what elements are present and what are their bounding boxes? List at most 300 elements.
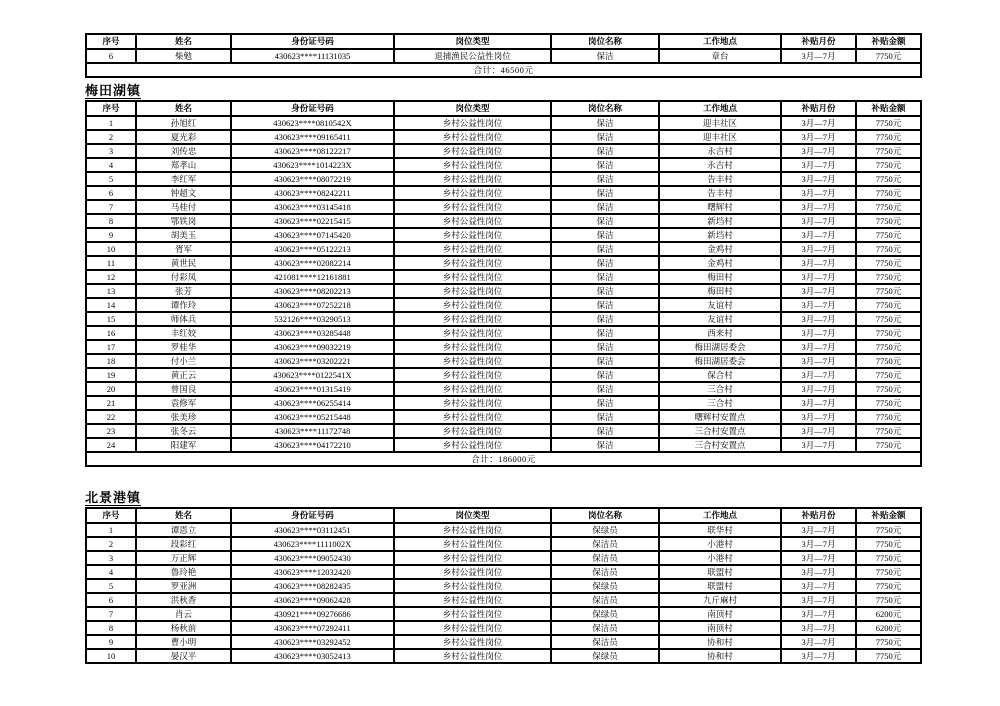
table-cell: 3月—7月	[781, 228, 856, 242]
table-cell: 保洁	[551, 298, 659, 312]
table-row	[86, 242, 921, 256]
table-cell: 3月—7月	[781, 579, 856, 593]
table-cell: 430623****09032219	[231, 340, 394, 354]
column-header: 身份证号码	[231, 508, 394, 523]
table-cell: 师体兵	[136, 312, 231, 326]
column-header: 补贴月份	[781, 34, 856, 49]
table-cell: 7750元	[856, 565, 921, 579]
table-cell: 乡村公益性岗位	[394, 284, 551, 298]
column-header: 岗位名称	[551, 508, 659, 523]
table-section-meitianhu	[85, 82, 1000, 467]
table-cell: 友谊村	[659, 312, 781, 326]
table-row	[86, 523, 921, 537]
table-cell: 保洁	[551, 312, 659, 326]
table-row	[86, 635, 921, 649]
table-cell: 保合村	[659, 368, 781, 382]
table-row	[86, 270, 921, 284]
column-header: 身份证号码	[231, 34, 394, 49]
header-row	[86, 508, 921, 523]
column-header: 补贴月份	[781, 101, 856, 116]
table-cell: 西来村	[659, 326, 781, 340]
table-cell: 7	[86, 607, 136, 621]
table-row	[86, 649, 921, 663]
table-cell: 丰红姣	[136, 326, 231, 340]
table-cell: 7750元	[856, 326, 921, 340]
table-cell: 三合村安置点	[659, 424, 781, 438]
column-header: 岗位类型	[394, 508, 551, 523]
table-cell: 曙辉村安置点	[659, 410, 781, 424]
table-cell: 430623****09062428	[231, 593, 394, 607]
table-cell: 7	[86, 200, 136, 214]
table-cell: 新垱村	[659, 228, 781, 242]
table-cell: 3月—7月	[781, 284, 856, 298]
table-cell: 10	[86, 649, 136, 663]
table-cell: 17	[86, 340, 136, 354]
table-cell: 430623****09165411	[231, 130, 394, 144]
table-cell: 2	[86, 537, 136, 551]
table-cell: 保洁	[551, 424, 659, 438]
table-cell: 430921****09276686	[231, 607, 394, 621]
table-cell: 万正辉	[136, 551, 231, 565]
table-cell: 3月—7月	[781, 424, 856, 438]
table-cell: 保洁员	[551, 565, 659, 579]
table-cell: 三合村	[659, 382, 781, 396]
table-row	[86, 200, 921, 214]
table-cell: 迎丰社区	[659, 130, 781, 144]
table-cell: 7750元	[856, 396, 921, 410]
table-row	[86, 565, 921, 579]
column-header: 岗位名称	[551, 101, 659, 116]
table-cell: 430623****11131035	[231, 49, 394, 63]
table-cell: 杨秋前	[136, 621, 231, 635]
table-cell: 乡村公益性岗位	[394, 424, 551, 438]
table-cell: 乡村公益性岗位	[394, 158, 551, 172]
table-cell: 7750元	[856, 186, 921, 200]
table-cell: 永吉村	[659, 158, 781, 172]
table-cell: 7750元	[856, 354, 921, 368]
table-cell: 4	[86, 158, 136, 172]
table-row	[86, 621, 921, 635]
column-header: 序号	[86, 34, 136, 49]
table-cell: 保洁	[551, 186, 659, 200]
table-cell: 罗亚洲	[136, 579, 231, 593]
table-cell: 小港村	[659, 537, 781, 551]
table-cell: 保洁员	[551, 537, 659, 551]
table-cell: 12	[86, 270, 136, 284]
table-cell: 孙旭红	[136, 116, 231, 130]
table-cell: 3月—7月	[781, 607, 856, 621]
table-cell: 梅田村	[659, 284, 781, 298]
table-cell: 3月—7月	[781, 298, 856, 312]
table-cell: 7750元	[856, 551, 921, 565]
table-cell: 乡村公益性岗位	[394, 214, 551, 228]
table-cell: 乡村公益性岗位	[394, 537, 551, 551]
table-cell: 7750元	[856, 270, 921, 284]
table-cell: 3月—7月	[781, 537, 856, 551]
table-cell: 6200元	[856, 621, 921, 635]
column-header: 序号	[86, 508, 136, 523]
subsidy-table	[85, 33, 922, 78]
table-cell: 曾国良	[136, 382, 231, 396]
table-cell: 1	[86, 523, 136, 537]
table-cell: 南顶村	[659, 607, 781, 621]
table-cell: 3	[86, 551, 136, 565]
table-cell: 430623****03202221	[231, 354, 394, 368]
table-cell: 金鸡村	[659, 256, 781, 270]
table-cell: 430623****08282435	[231, 579, 394, 593]
table-cell: 黄正云	[136, 368, 231, 382]
table-cell: 430623****08202213	[231, 284, 394, 298]
table-cell: 430623****04172210	[231, 438, 394, 452]
table-cell: 430623****03112451	[231, 523, 394, 537]
subsidy-table	[85, 100, 922, 467]
table-cell: 乡村公益性岗位	[394, 523, 551, 537]
column-header: 岗位名称	[551, 34, 659, 49]
table-cell: 3月—7月	[781, 116, 856, 130]
table-cell: 肖云	[136, 607, 231, 621]
table-cell: 保洁	[551, 256, 659, 270]
table-cell: 3月—7月	[781, 635, 856, 649]
table-row	[86, 214, 921, 228]
table-cell: 430623****05122213	[231, 242, 394, 256]
table-cell: 柴勉	[136, 49, 231, 63]
table-cell: 联华村	[659, 523, 781, 537]
table-cell: 9	[86, 635, 136, 649]
table-cell: 保洁	[551, 410, 659, 424]
table-cell: 3月—7月	[781, 130, 856, 144]
table-cell: 曹小明	[136, 635, 231, 649]
table-cell: 3	[86, 144, 136, 158]
table-cell: 胡美玉	[136, 228, 231, 242]
table-cell: 保洁	[551, 172, 659, 186]
table-cell: 保洁	[551, 368, 659, 382]
table-cell: 乡村公益性岗位	[394, 116, 551, 130]
table-cell: 3月—7月	[781, 410, 856, 424]
table-cell: 协和村	[659, 635, 781, 649]
table-cell: 16	[86, 326, 136, 340]
table-cell: 郑孝山	[136, 158, 231, 172]
table-cell: 付彩凤	[136, 270, 231, 284]
table-cell: 3月—7月	[781, 565, 856, 579]
table-cell: 3月—7月	[781, 621, 856, 635]
table-cell: 7750元	[856, 200, 921, 214]
table-cell: 乡村公益性岗位	[394, 382, 551, 396]
table-cell: 3月—7月	[781, 214, 856, 228]
table-cell: 保绿员	[551, 607, 659, 621]
table-cell: 乡村公益性岗位	[394, 340, 551, 354]
column-header: 序号	[86, 101, 136, 116]
table-section-beijinggang	[85, 489, 1000, 664]
table-row	[86, 186, 921, 200]
table-row	[86, 340, 921, 354]
table-cell: 乡村公益性岗位	[394, 565, 551, 579]
table-cell: 7750元	[856, 410, 921, 424]
table-cell: 430623****08122217	[231, 144, 394, 158]
table-cell: 3月—7月	[781, 396, 856, 410]
table-cell: 7750元	[856, 116, 921, 130]
table-cell: 7750元	[856, 130, 921, 144]
column-header: 姓名	[136, 508, 231, 523]
table-cell: 3月—7月	[781, 368, 856, 382]
table-cell: 7750元	[856, 593, 921, 607]
table-cell: 保洁	[551, 382, 659, 396]
section-total: 合计：46500元	[86, 63, 921, 77]
table-row	[86, 298, 921, 312]
table-cell: 3月—7月	[781, 172, 856, 186]
table-cell: 保洁	[551, 284, 659, 298]
table-cell: 3月—7月	[781, 649, 856, 663]
table-cell: 15	[86, 312, 136, 326]
table-row	[86, 537, 921, 551]
table-cell: 联盟村	[659, 579, 781, 593]
section-total: 合计：186000元	[86, 452, 921, 466]
table-cell: 金鸡村	[659, 242, 781, 256]
table-cell: 协和村	[659, 649, 781, 663]
table-cell: 6	[86, 593, 136, 607]
table-cell: 430623****06255414	[231, 396, 394, 410]
table-cell: 曙辉村	[659, 200, 781, 214]
table-cell: 9	[86, 228, 136, 242]
table-cell: 保洁	[551, 200, 659, 214]
table-cell: 保绿员	[551, 523, 659, 537]
table-cell: 5	[86, 579, 136, 593]
table-cell: 7750元	[856, 537, 921, 551]
table-cell: 告丰村	[659, 186, 781, 200]
header-row	[86, 34, 921, 49]
table-cell: 430623****03052413	[231, 649, 394, 663]
table-cell: 乡村公益性岗位	[394, 621, 551, 635]
table-cell: 3月—7月	[781, 256, 856, 270]
table-cell: 20	[86, 382, 136, 396]
table-cell: 7750元	[856, 523, 921, 537]
table-cell: 乡村公益性岗位	[394, 579, 551, 593]
table-cell: 新垱村	[659, 214, 781, 228]
table-cell: 7750元	[856, 284, 921, 298]
table-cell: 11	[86, 256, 136, 270]
table-cell: 3月—7月	[781, 200, 856, 214]
table-cell: 乡村公益性岗位	[394, 228, 551, 242]
table-cell: 鲁玲艳	[136, 565, 231, 579]
table-row	[86, 354, 921, 368]
table-cell: 7750元	[856, 298, 921, 312]
table-cell: 430623****01315419	[231, 382, 394, 396]
table-cell: 430623****07252218	[231, 298, 394, 312]
table-cell: 10	[86, 242, 136, 256]
table-cell: 梅田村	[659, 270, 781, 284]
table-cell: 430623****02215415	[231, 214, 394, 228]
table-cell: 7750元	[856, 579, 921, 593]
table-cell: 3月—7月	[781, 270, 856, 284]
table-cell: 7750元	[856, 228, 921, 242]
column-header: 补贴月份	[781, 508, 856, 523]
table-cell: 保洁	[551, 396, 659, 410]
total-row	[86, 452, 921, 466]
table-cell: 保洁	[551, 242, 659, 256]
table-cell: 乡村公益性岗位	[394, 354, 551, 368]
table-cell: 1	[86, 116, 136, 130]
table-cell: 3月—7月	[781, 382, 856, 396]
column-header: 补贴金额	[856, 508, 921, 523]
table-cell: 430623****08242211	[231, 186, 394, 200]
table-cell: 告丰村	[659, 172, 781, 186]
table-cell: 南顶村	[659, 621, 781, 635]
table-cell: 7750元	[856, 242, 921, 256]
table-row	[86, 424, 921, 438]
table-cell: 7750元	[856, 368, 921, 382]
table-cell: 430623****08072219	[231, 172, 394, 186]
table-cell: 3月—7月	[781, 593, 856, 607]
table-cell: 退捕渔民公益性岗位	[394, 49, 551, 63]
section-heading: 梅田湖镇	[85, 83, 142, 98]
table-cell: 7750元	[856, 49, 921, 63]
table-cell: 3月—7月	[781, 340, 856, 354]
table-cell: 8	[86, 621, 136, 635]
table-cell: 乡村公益性岗位	[394, 144, 551, 158]
subsidy-table	[85, 507, 922, 664]
table-cell: 袁修军	[136, 396, 231, 410]
table-cell: 7750元	[856, 438, 921, 452]
table-cell: 保洁	[551, 49, 659, 63]
table-cell: 430623****11172748	[231, 424, 394, 438]
table-cell: 保洁	[551, 438, 659, 452]
table-cell: 保洁	[551, 130, 659, 144]
table-cell: 乡村公益性岗位	[394, 607, 551, 621]
table-cell: 430623****02082214	[231, 256, 394, 270]
table-cell: 保洁	[551, 158, 659, 172]
table-cell: 2	[86, 130, 136, 144]
column-header: 补贴金额	[856, 34, 921, 49]
table-cell: 7750元	[856, 424, 921, 438]
table-cell: 永吉村	[659, 144, 781, 158]
table-cell: 乡村公益性岗位	[394, 410, 551, 424]
table-cell: 430623****1111002X	[231, 537, 394, 551]
table-cell: 张美珍	[136, 410, 231, 424]
table-cell: 保绿员	[551, 579, 659, 593]
table-row	[86, 49, 921, 63]
table-cell: 保洁	[551, 326, 659, 340]
table-row	[86, 256, 921, 270]
table-cell: 洪秋香	[136, 593, 231, 607]
table-cell: 乡村公益性岗位	[394, 312, 551, 326]
table-cell: 乡村公益性岗位	[394, 200, 551, 214]
table-cell: 3月—7月	[781, 312, 856, 326]
table-cell: 3月—7月	[781, 186, 856, 200]
table-cell: 胥军	[136, 242, 231, 256]
table-cell: 保洁	[551, 354, 659, 368]
table-cell: 532126****03290513	[231, 312, 394, 326]
table-section-continuation	[85, 33, 1000, 78]
table-row	[86, 116, 921, 130]
column-header: 姓名	[136, 34, 231, 49]
table-cell: 晏汉平	[136, 649, 231, 663]
table-cell: 430623****0122541X	[231, 368, 394, 382]
table-cell: 421081****12161881	[231, 270, 394, 284]
table-cell: 迎丰社区	[659, 116, 781, 130]
table-cell: 430623****09052430	[231, 551, 394, 565]
table-cell: 黄世民	[136, 256, 231, 270]
table-cell: 6	[86, 186, 136, 200]
table-cell: 马桂付	[136, 200, 231, 214]
table-cell: 430623****07292411	[231, 621, 394, 635]
table-cell: 430623****0810542X	[231, 116, 394, 130]
table-cell: 430623****07145420	[231, 228, 394, 242]
table-row	[86, 130, 921, 144]
table-cell: 430623****12032420	[231, 565, 394, 579]
table-cell: 友谊村	[659, 298, 781, 312]
table-cell: 阳建军	[136, 438, 231, 452]
table-cell: 7750元	[856, 340, 921, 354]
table-row	[86, 172, 921, 186]
table-row	[86, 228, 921, 242]
table-cell: 3月—7月	[781, 326, 856, 340]
table-cell: 7750元	[856, 172, 921, 186]
total-row	[86, 63, 921, 77]
table-cell: 罗桂华	[136, 340, 231, 354]
table-cell: 乡村公益性岗位	[394, 635, 551, 649]
table-cell: 14	[86, 298, 136, 312]
table-cell: 夏光彩	[136, 130, 231, 144]
column-header: 姓名	[136, 101, 231, 116]
table-cell: 鄂铁岗	[136, 214, 231, 228]
table-cell: 430623****03285448	[231, 326, 394, 340]
table-row	[86, 144, 921, 158]
table-cell: 保洁员	[551, 593, 659, 607]
table-cell: 章台	[659, 49, 781, 63]
table-cell: 430623****03145418	[231, 200, 394, 214]
table-cell: 22	[86, 410, 136, 424]
table-cell: 保洁	[551, 270, 659, 284]
section-heading: 北景港镇	[85, 490, 142, 505]
table-cell: 三合村安置点	[659, 438, 781, 452]
table-cell: 谭恩立	[136, 523, 231, 537]
table-row	[86, 396, 921, 410]
table-cell: 三合村	[659, 396, 781, 410]
table-cell: 张冬云	[136, 424, 231, 438]
table-row	[86, 438, 921, 452]
table-cell: 5	[86, 172, 136, 186]
table-cell: 6	[86, 49, 136, 63]
table-cell: 保洁员	[551, 635, 659, 649]
table-cell: 保洁	[551, 228, 659, 242]
table-cell: 7750元	[856, 649, 921, 663]
table-cell: 乡村公益性岗位	[394, 593, 551, 607]
table-cell: 九斤麻村	[659, 593, 781, 607]
table-cell: 保洁	[551, 214, 659, 228]
table-cell: 钟超文	[136, 186, 231, 200]
table-cell: 李红军	[136, 172, 231, 186]
table-cell: 段彩红	[136, 537, 231, 551]
table-cell: 7750元	[856, 382, 921, 396]
table-cell: 乡村公益性岗位	[394, 242, 551, 256]
table-cell: 23	[86, 424, 136, 438]
table-cell: 保洁员	[551, 621, 659, 635]
table-cell: 21	[86, 396, 136, 410]
table-cell: 刘传忠	[136, 144, 231, 158]
table-cell: 谭作玲	[136, 298, 231, 312]
table-cell: 张芳	[136, 284, 231, 298]
table-cell: 3月—7月	[781, 354, 856, 368]
table-row	[86, 410, 921, 424]
table-cell: 7750元	[856, 256, 921, 270]
table-cell: 3月—7月	[781, 523, 856, 537]
table-cell: 13	[86, 284, 136, 298]
table-row	[86, 326, 921, 340]
table-cell: 430623****05215448	[231, 410, 394, 424]
table-cell: 7750元	[856, 635, 921, 649]
table-cell: 4	[86, 565, 136, 579]
column-header: 补贴金额	[856, 101, 921, 116]
table-row	[86, 382, 921, 396]
